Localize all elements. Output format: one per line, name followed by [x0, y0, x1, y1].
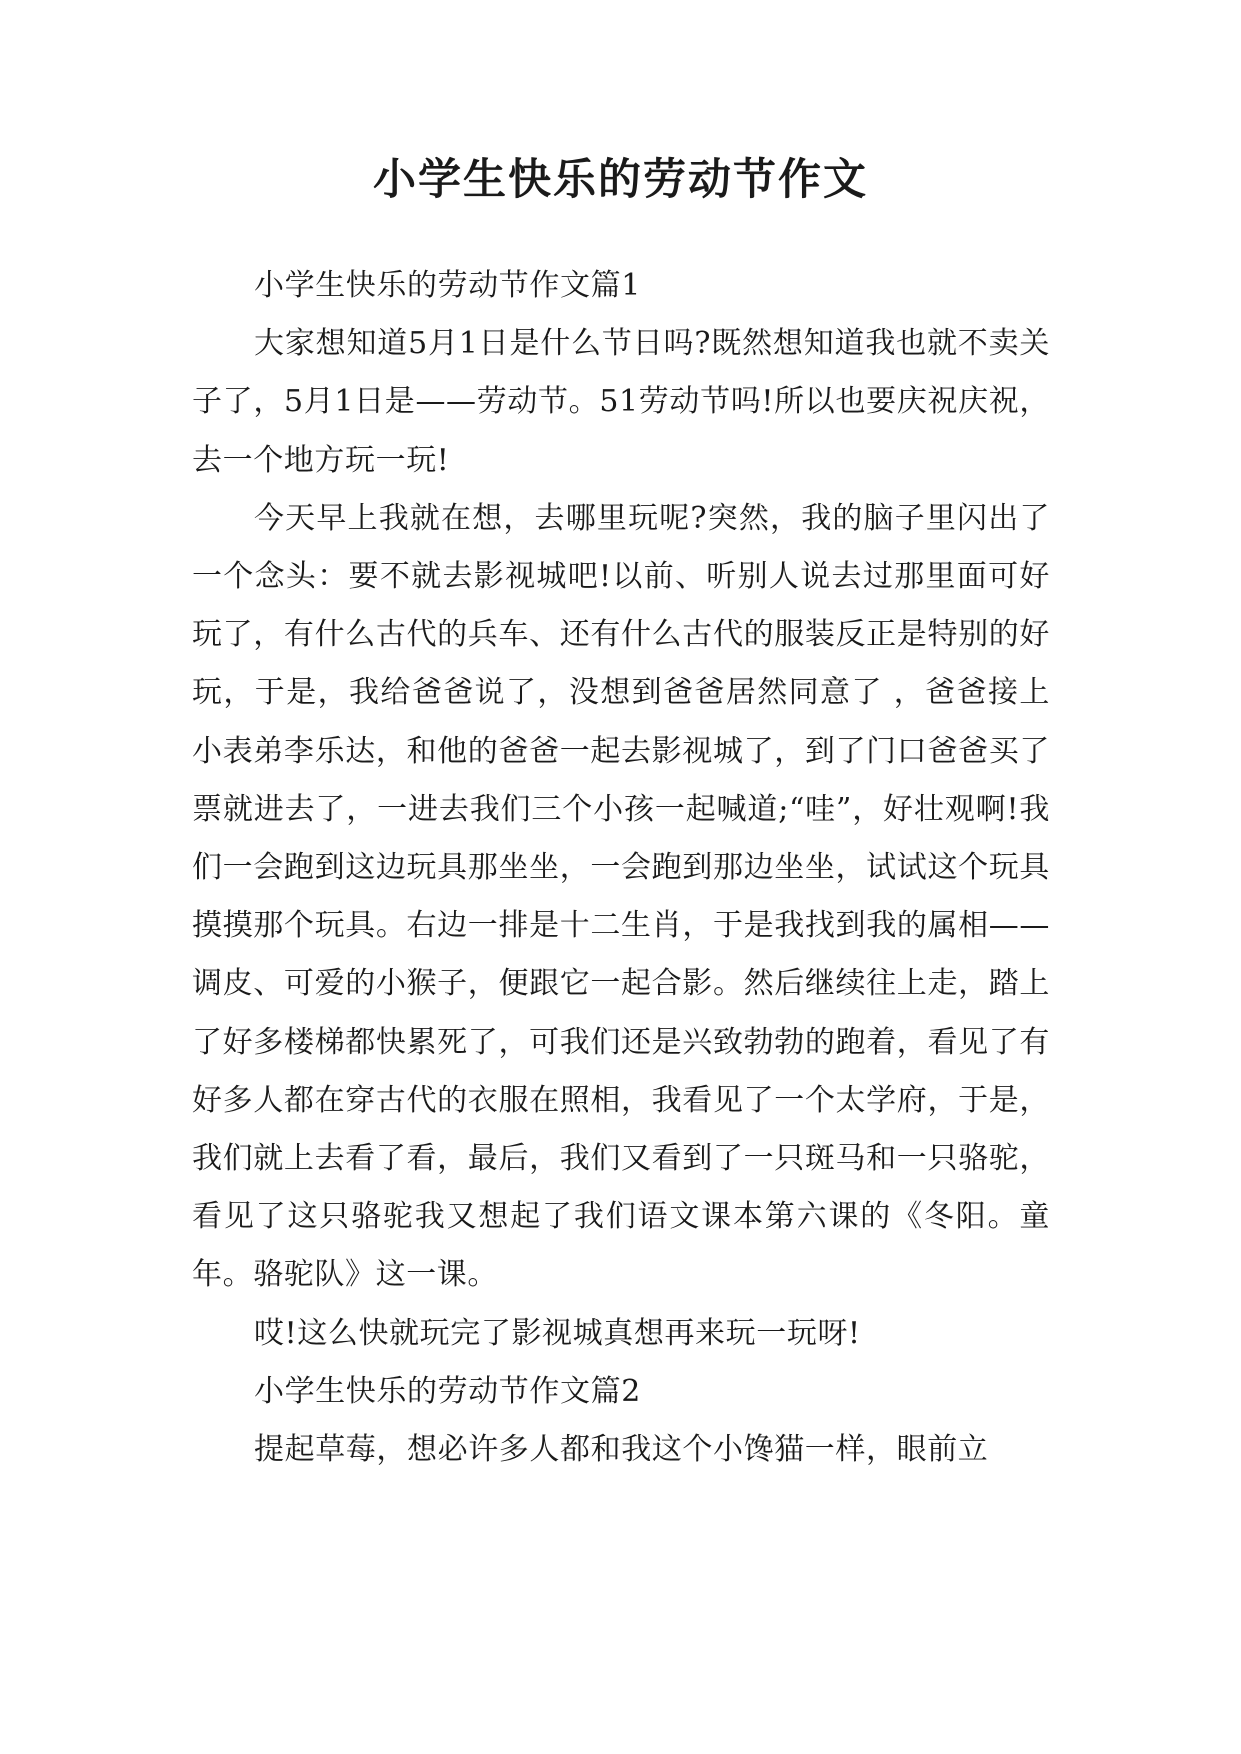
paragraph-intro: 大家想知道5月1日是什么节日吗?既然想知道我也就不卖关子了，5月1日是——劳动节。51劳动节吗!所以也要庆祝庆祝，去一个地方玩一玩!: [192, 326, 1050, 478]
document-title: 小学生快乐的劳动节作文: [373, 155, 868, 205]
paragraph-strawberry: 提起草莓，想必许多人都和我这个小馋猫一样，眼前立: [254, 1432, 989, 1468]
section-heading-1: 小学生快乐的劳动节作文篇1: [254, 268, 641, 303]
section-heading-2: 小学生快乐的劳动节作文篇2: [254, 1373, 641, 1409]
paragraph-story: 今天早上我就在想，去哪里玩呢?突然，我的脑子里闪出了一个念头：要不就去影视城吧!以前、听别人说去过那里面可好玩了，有什么古代的兵车、还有什么古代的服装反正是特别的好玩，于是，我给爸爸说了，没想到爸爸居然同意了 ，爸爸接上小表弟李乐达，和他的爸爸一起去影视城了，到了门口爸爸买了票就进去了，一进去我们三个小孩一起喊道;“哇”，好壮观啊!我们一会跑到这边玩具那坐坐，一会跑到那边坐坐，试试这个玩具摸摸那个玩具。右边一排是十二生肖，于是我找到我的属相——调皮、可爱的小猴子，便跟它一起合影。然后继续往上走，踏上了好多楼梯都快累死了，可我们还是兴致勃勃的跑着，看见了有好多人都在穿古代的衣服在照相，我看见了一个太学府，于是，我们就上去看了看，最后，我们又看到了一只斑马和一只骆驼，看见了这只骆驼我又想起了我们语文课本第六课的《冬阳。童年。骆驼队》这一课。: [192, 500, 1050, 1293]
document-body: [192, 257, 1050, 1479]
paragraph-ending: 哎!这么快就玩完了影视城真想再来玩一玩呀!: [254, 1315, 861, 1351]
